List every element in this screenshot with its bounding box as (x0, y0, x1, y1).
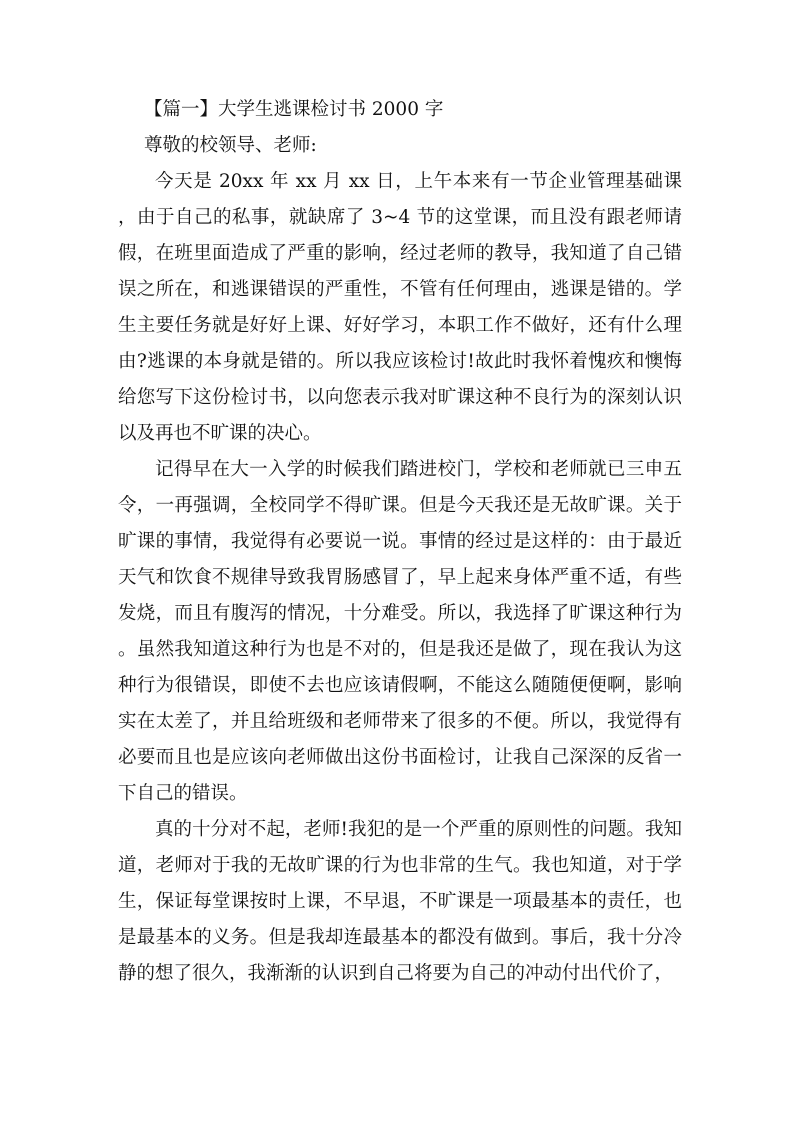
document-title: 【篇一】大学生逃课检讨书 2000 字 (144, 99, 444, 120)
paragraph-1: 今天是 20xx 年 xx 月 xx 日，上午本来有一节企业管理基础课，由于自己的私事，就缺席了 3~4 节的这堂课，而且没有跟老师请假，在班里面造成了严重的影响，经过老师的教导，我知道了自己错误之所在，和逃课错误的严重性，不管有任何理由，逃课是错的。学生主要任务就是好好上课、好好学习，本职工作不做好，还有什么理由?逃课的本身就是错的。所以我应该检讨!故此时我怀着愧疚和懊悔给您写下这份检讨书，以向您表示我对旷课这种不良行为的深刻认识以及再也不旷课的决心。 (118, 171, 682, 444)
salutation: 尊敬的校领导、老师: (144, 135, 317, 156)
paragraph-3: 真的十分对不起，老师!我犯的是一个严重的原则性的问题。我知道，老师对于我的无故旷课的行为也非常的生气。我也知道，对于学生，保证每堂课按时上课，不早退，不旷课是一项最基本的责任，也是最基本的义务。但是我却连最基本的都没有做到。事后，我十分冷静的想了很久，我渐渐的认识到自己将要为自己的冲动付出代价了， (118, 819, 682, 984)
paragraph-2: 记得早在大一入学的时候我们踏进校门，学校和老师就已三申五令，一再强调，全校同学不得旷课。但是今天我还是无故旷课。关于旷课的事情，我觉得有必要说一说。事情的经过是这样的：由于最近天气和饮食不规律导致我胃肠感冒了，早上起来身体严重不适，有些发烧，而且有腹泻的情况，十分难受。所以，我选择了旷课这种行为。虽然我知道这种行为也是不对的，但是我还是做了，现在我认为这种行为很错误，即使不去也应该请假啊，不能这么随随便便啊，影响实在太差了，并且给班级和老师带来了很多的不便。所以，我觉得有必要而且也是应该向老师做出这份书面检讨，让我自己深深的反省一下自己的错误。 (118, 459, 682, 804)
document-body (118, 92, 682, 992)
